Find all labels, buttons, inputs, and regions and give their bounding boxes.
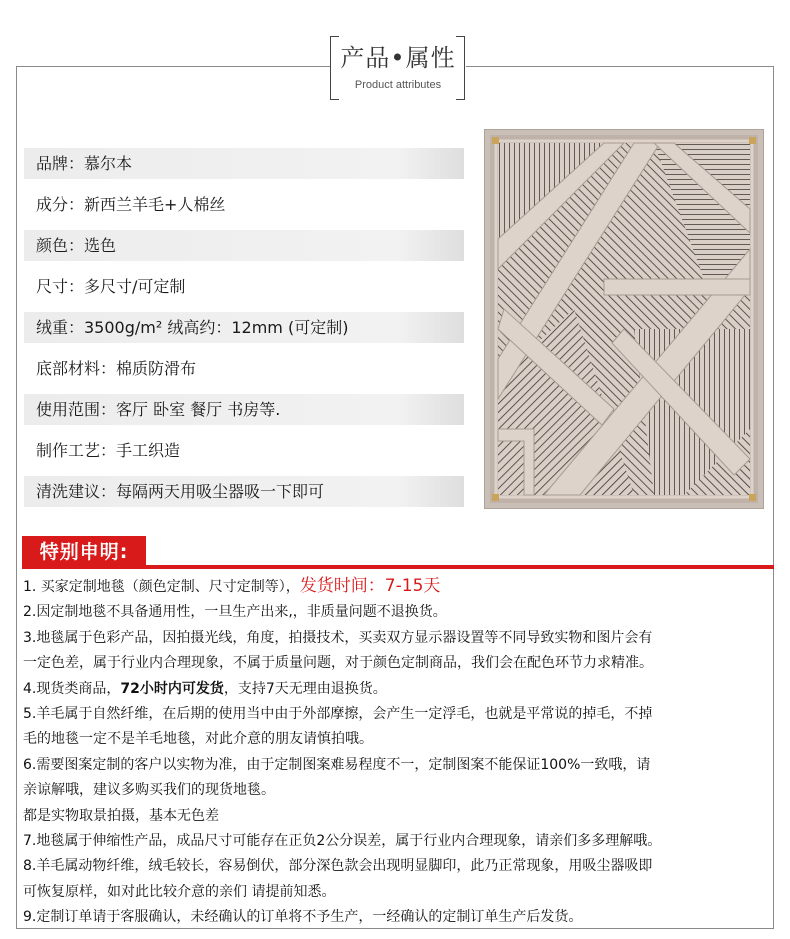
notice-divider (22, 565, 774, 569)
section-header (0, 0, 790, 110)
attr-craft: 制作工艺：手工织造 (36, 441, 181, 460)
section-title: 产品•属性 (340, 44, 456, 72)
notice-item-7: 7.地毯属于伸缩性产品，成品尺寸可能存在正负2公分误差，属于行业内合理现象，请亲们多多理解哦。 (23, 833, 662, 850)
notice-item-9: 9.定制订单请于客服确认，未经确认的订单将不予生产，一经确认的定制订单生产后发货。 (23, 909, 583, 926)
attr-color: 颜色：选色 (24, 230, 464, 261)
notice-title-badge: 特别申明: (22, 536, 146, 568)
attr-cleaning: 清洗建议：每隔两天用吸尘器吸一下即可 (24, 476, 464, 507)
frame-border-left (16, 66, 17, 928)
ship-72h-highlight: 72小时内可发货 (120, 680, 224, 697)
notice-item-4: 4.现货类商品，72小时内可发货，支持7天无理由退换货。 (23, 680, 387, 697)
notice-item-6-note: 都是实物取景拍摄，基本无色差 (23, 807, 219, 824)
notice-item-6: 6.需要图案定制的客户以实物为准，由于定制图案难易程度不一，定制图案不能保证100%一致哦，请 (23, 756, 651, 773)
notice-item-2: 2.因定制地毯不具备通用性，一旦生产出来,，非质量问题不退换货。 (23, 604, 447, 621)
header-rule-left (16, 66, 330, 67)
header-rule-right (466, 66, 774, 67)
rug-image (484, 129, 764, 509)
notice-item-6-cont: 亲谅解哦，建议多购买我们的现货地毯。 (23, 782, 275, 799)
attr-material: 成分：新西兰羊毛+人棉丝 (36, 195, 226, 214)
attr-brand: 品牌：慕尔本 (24, 148, 464, 179)
attr-usage: 使用范围：客厅 卧室 餐厅 书房等. (24, 394, 464, 425)
notice-item-8-cont: 可恢复原样，如对此比较介意的亲们 请提前知悉。 (23, 883, 336, 900)
notice-item-3-cont: 一定色差，属于行业内合理现象，不属于质量问题，对于颜色定制商品，我们会在配色环节力求精准。 (23, 655, 653, 672)
notice-list (23, 574, 775, 931)
section-subtitle: Product attributes (354, 79, 442, 91)
notice-item-5-cont: 毛的地毯一定不是羊毛地毯，对此介意的朋友请慎拍哦。 (23, 731, 373, 748)
notice-item-8: 8.羊毛属动物纤维，绒毛较长，容易倒伏，部分深色款会出现明显脚印，此乃正常现象，用吸尘器吸即 (23, 858, 653, 875)
notice-item-1: 1. 买家定制地毯（颜色定制、尺寸定制等），发货时间：7-15天 (23, 576, 441, 596)
attr-pile-weight: 绒重：3500g/m² 绒高约：12mm (可定制) (24, 312, 464, 343)
notice-item-5: 5.羊毛属于自然纤维，在后期的使用当中由于外部摩擦，会产生一定浮毛，也就是平常说的掉毛，不掉 (23, 706, 653, 723)
notice-item-3: 3.地毯属于色彩产品，因拍摄光线，角度，拍摄技术，买卖双方显示器设置等不同导致实物和图片会有 (23, 629, 653, 646)
attribute-list (24, 148, 464, 517)
attr-size: 尺寸：多尺寸/可定制 (36, 277, 186, 296)
ship-time-highlight: 发货时间：7-15天 (299, 576, 441, 596)
attr-backing: 底部材料：棉质防滑布 (36, 359, 197, 378)
